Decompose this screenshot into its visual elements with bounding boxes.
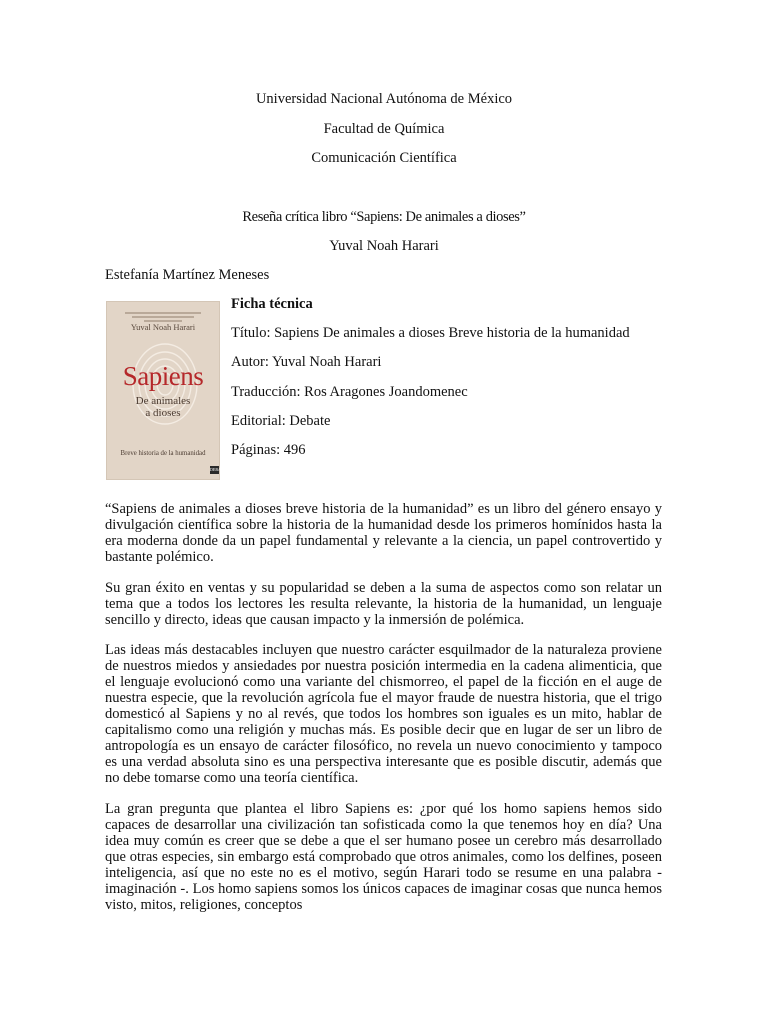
ficha-autor: Autor: Yuval Noah Harari [231, 354, 382, 370]
ficha-paginas: Páginas: 496 [231, 442, 306, 458]
paragraph-ideas: Las ideas más destacables incluyen que nuestro carácter esquilmador de la naturaleza proviene de nuestros miedos y ansiedades por nuestra posición intermedia en la cadena alimenticia, que el lenguaje evolucionó como una variante del chismorreo, el papel de la ficción en el auge de nuestra especie, que la revolución agrícola fue el mayor fraude de nuestra historia, que el trigo domesticó al Sapiens y no al revés, que todos los hombres son iguales es un mito, hablar de capitalismo como una religión y muchas más. Es posible decir que en lugar de ser un libro de antropología es un ensayo de carácter filosófico, no revela un nuevo conocimiento y tampoco es una verdad absoluta sino es una perspectiva interesante que es posible discutir, además que no debe tomarse como una teoría científica. [105, 642, 662, 786]
book-author: Yuval Noah Harari [329, 238, 439, 254]
faculty-name: Facultad de Química [323, 121, 445, 137]
ficha-traduccion: Traducción: Ros Aragones Joandomenec [231, 384, 468, 400]
ficha-heading: Ficha técnica [231, 296, 313, 312]
review-title: Reseña crítica libro “Sapiens: De animales a dioses” [242, 209, 526, 225]
paragraph-question: La gran pregunta que plantea el libro Sapiens es: ¿por qué los homo sapiens hemos sido capaces de desarrollar una civilización tan sofisticada como la que tenemos hoy en día? Una idea muy común es creer que se debe a que el ser humano posee un cerebro más desarrollado que otras especies, sin embargo está comprobado que otros animales, como los delfines, poseen inteligencia, así que no este no es el motivo, según Harari todo se resume en una palabra - imaginación -. Los homo sapiens somos los únicos capaces de imaginar cosas que nunca hemos visto, mitos, religiones, conceptos [105, 801, 662, 913]
student-name: Estefanía Martínez Meneses [105, 267, 270, 283]
paragraph-intro: “Sapiens de animales a dioses breve historia de la humanidad” es un libro del género ensayo y divulgación científica sobre la historia de la humanidad desde los primeros homínidos hasta la era moderna donde da un papel fundamental y relevante a la ciencia, un papel controvertido y bastante polémico. [105, 501, 662, 565]
ficha-editorial: Editorial: Debate [231, 413, 331, 429]
cover-blurb [115, 310, 211, 320]
cover-author: Yuval Noah Harari [130, 322, 196, 332]
subject-name: Comunicación Científica [311, 150, 457, 166]
publisher-logo: DEBATE [210, 467, 226, 472]
paragraph-success: Su gran éxito en ventas y su popularidad se deben a la suma de aspectos como son relatar un tema que a todos los lectores les resulta relevante, la historia de la humanidad, un lenguaje sencillo y directo, ideas que causan impacto y la inmersión de polémica. [105, 580, 662, 628]
cover-subtitle-2: a dioses [145, 407, 181, 419]
cover-footer: Breve historia de la humanidad [120, 450, 206, 457]
university-name: Universidad Nacional Autónoma de México [255, 91, 513, 107]
cover-title: Sapiens [122, 361, 204, 391]
book-cover-image [106, 301, 226, 480]
ficha-titulo: Título: Sapiens De animales a dioses Breve historia de la humanidad [231, 325, 630, 341]
cover-subtitle-1: De animales [135, 395, 191, 407]
